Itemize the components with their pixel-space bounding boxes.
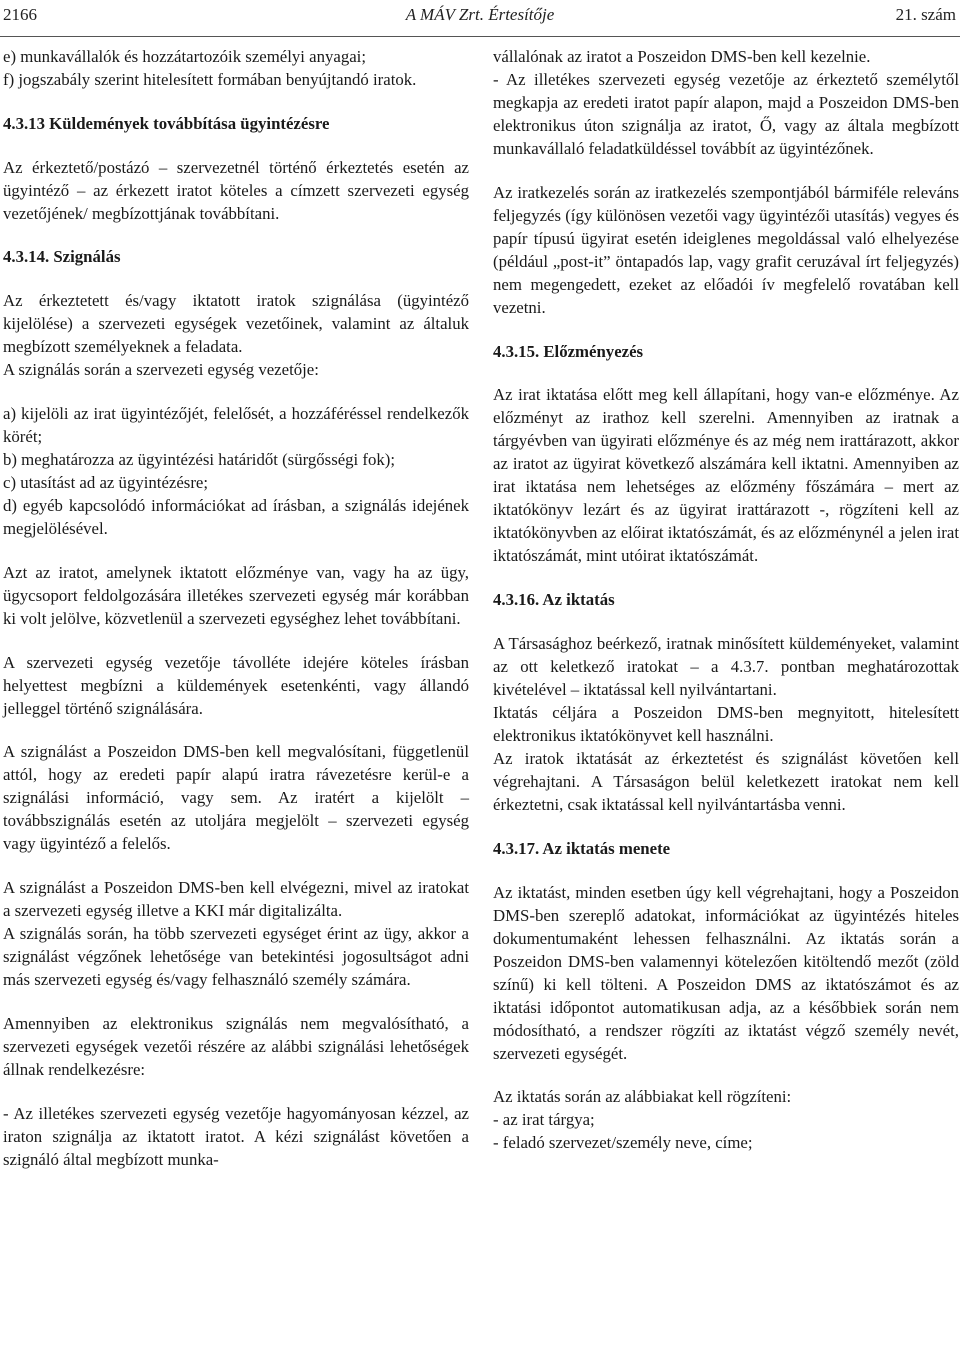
section-heading: 4.3.17. Az iktatás menete [493,838,671,858]
paragraph: Az iktatás során az alábbiakat kell rögzíteni: [493,1087,792,1107]
paragraph: f) jogszabály szerint hitelesített formában benyújtandó iratok. [3,70,417,89]
paragraph: A Társasághoz beérkező, iratnak minősített küldeményeket, valamint az ott keletkező iratokat – a 4.3.7. pontban meghatározottak kivételével – iktatással kell nyilvántartani. [493,633,959,699]
paragraph: A szignálást a Poszeidon DMS-ben kell elvégezni, mivel az iratokat a szervezeti egység illetve a KKI már digitalizálta. [3,878,469,921]
list-item: - feladó szervezet/személy neve, címe; [493,1133,753,1153]
paragraph: Az iratok iktatását az érkeztetést és szignálást követően kell végrehajtani. A Társaságon belül keletkezett iratokat nem kell érkeztetni, csak iktatással kell nyilvántartásba venni. [493,748,959,814]
header-divider [0,36,960,37]
issue-number: 21. szám [895,5,956,24]
left-column [3,45,469,1171]
right-column [493,45,959,1154]
list-item: a) kijelöli az irat ügyintézőjét, felelősét, a hozzáféréssel rendelkezők körét; [3,403,469,446]
journal-title: A MÁV Zrt. Értesítője [405,5,555,24]
list-item: - az irat tárgya; [493,1110,595,1130]
paragraph: Az iktatást, minden esetben úgy kell végrehajtani, hogy a Poszeidon DMS-ben szereplő adatokat, információkat az ügyintézés hiteles dokumentumaként lehessen felhasználni. Az iktatás során a Poszeidon DMS-ben valamennyi kötelezően kitöltendő mezőt (zöld színű) ki kell tölteni. A Poszeidon DMS az iktatószámot és az iktatási időpontot automatikusan adja, az a későbbiek során nem módosítható, a rendszer rögzíti az iktatást végző személy nevét, szervezeti egységét. [493,882,959,1063]
section-heading: 4.3.16. Az iktatás [493,590,615,610]
paragraph: A szignálást a Poszeidon DMS-ben kell megvalósítani, függetlenül attól, hogy az eredeti papír alapú iratra rávezetésre kerül-e a szignálási információ, vagy sem. Az iratért a kijelölt – továbbszignálás esetén az utoljára megjelölt – szervezeti egység vagy ügyintéző a felelős. [3,742,469,854]
paragraph: vállalónak az iratot a Poszeidon DMS-ben kell kezelnie. [493,47,871,66]
paragraph: - Az illetékes szervezeti egység vezetője hagyományosan kézzel, az iraton szignálja az iktatott iratot. A kézi szignálást követően a szignáló által megbízott munka- [3,1103,469,1169]
section-heading: 4.3.15. Előzményezés [493,341,644,361]
paragraph: A szignálás során a szervezeti egység vezetője: [3,360,319,380]
paragraph: Amennyiben az elektronikus szignálás nem megvalósítható, a szervezeti egységek vezetői részére az alábbi szignálási lehetőségek állnak rendelkezésre: [3,1013,469,1079]
list-item: d) egyéb kapcsolódó információkat ad írásban, a szignálás idejének megjelölésével. [3,495,469,538]
paragraph: - Az illetékes szervezeti egység vezetője az érkeztető személytől megkapja az eredeti iratot papír alapon, majd a Poszeidon DMS-ben elektronikus úton szignálja az iratot, Ő, vagy az általa megbízott munkavállaló feladatküldéssel továbbít az ügyintézőnek. [493,70,959,158]
paragraph: A szervezeti egység vezetője távolléte idejére köteles írásban helyettest megbízni a küldemények esetenkénti, vagy állandó jelleggel történő szignálására. [3,652,469,718]
paragraph: Az iratkezelés során az iratkezelés szempontjából bármiféle releváns feljegyzés (így különösen vezetői vagy ügyintézői utasítás) vegyes és papír típusú ügyirat esetén ideiglenes megoldással való elhelyezése (például „post-it” öntapadós lap, vagy grafit ceruzával írt feljegyzés) nem megengedett, ezeket az előadói ív megfelelő rovatában kell vezetni. [493,182,960,317]
paragraph: Az irat iktatása előtt meg kell állapítani, hogy van-e előzménye. Az előzményt az irathoz kell szerelni. Amennyiben az iratnak a tárgyévben van ügyirati előzménye és az még nem irattárazott, akkor az iratot az ügyirat következő alszámára kell iktatni. Amennyiben az irat iktatása nem lehetséges az előzmény főszámára – mert az iktatókönyv lezárt és az ügyirat irattárazott -, rögzíteni kell az iktatókönyvben az előirat iktatószámát, és az előzménynél a jelen irat iktatószámát, mint utóirat iktatószámát. [493,385,959,566]
paragraph: Az érkeztető/postázó – szervezetnél történő érkeztetés esetén az ügyintéző – az érkezett iratot köteles a címzett szervezeti egység vezetőjének/ megbízottjának továbbítani. [3,157,469,223]
paragraph: Azt az iratot, amelynek iktatott előzménye van, vagy ha az ügy, ügycsoport feldolgozására illetékes szervezeti egység már korábban ki volt jelölve, közvetlenül a szervezeti egységhez lehet továbbítani. [3,562,469,628]
paragraph: A szignálás során, ha több szervezeti egységet érint az ügy, akkor a szignálást végzőnek lehetősége van betekintési jogosultságot adni más szervezeti egység és/vagy felhasználó személy számára. [3,924,469,990]
page-header [0,0,960,30]
paragraph: Iktatás céljára a Poszeidon DMS-ben megnyitott, hitelesített elektronikus iktatókönyvet kell használni. [493,702,959,745]
list-item: b) meghatározza az ügyintézési határidőt (sürgősségi fok); [3,449,396,469]
page-number: 2166 [3,5,37,24]
paragraph: e) munkavállalók és hozzátartozóik személyi anyagai; [3,47,366,66]
list-item: c) utasítást ad az ügyintézésre; [3,472,209,492]
section-heading: 4.3.14. Szignálás [3,247,121,267]
paragraph: Az érkeztetett és/vagy iktatott iratok szignálása (ügyintéző kijelölése) a szervezeti egységek vezetőinek, valamint az általuk megbízott személyeknek a feladata. [3,291,469,357]
section-heading: 4.3.13 Küldemények továbbítása ügyintézésre [3,113,330,133]
